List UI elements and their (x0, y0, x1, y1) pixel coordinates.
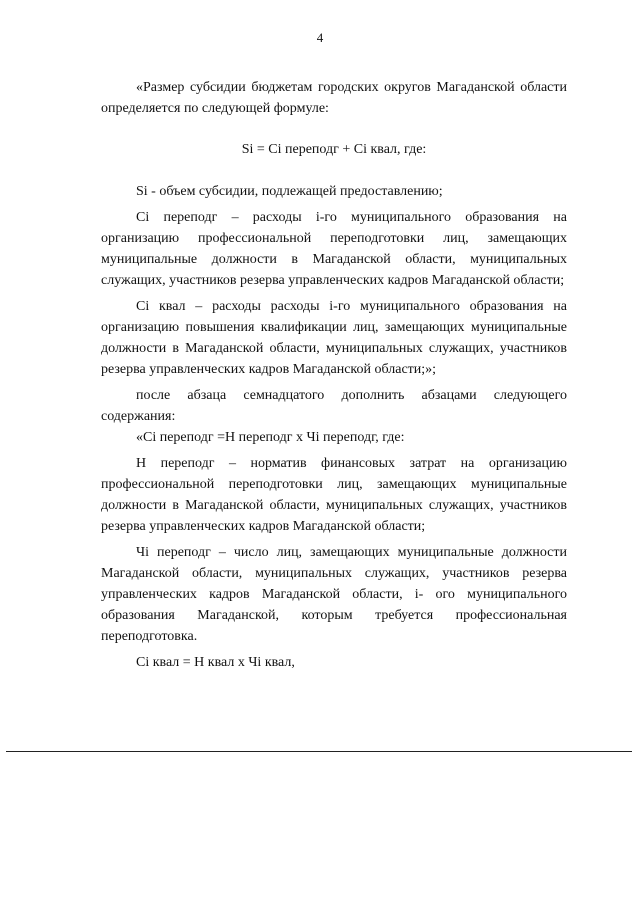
amendment-paragraph: после абзаца семнадцатого дополнить абзацами следующего содержания: (101, 388, 567, 424)
footer-divider (6, 751, 632, 752)
definition-n-pereposg: Н переподг – норматив финансовых затрат на организацию профессиональной переподготовки лиц, замещающих муниципальные должности в Магаданской области, муниципальных служащих, участников резерва управленческих кадров Магаданской области; (101, 456, 567, 534)
intro-paragraph: «Размер субсидии бюджетам городских округов Магаданской области определяется по следующей формуле: (101, 80, 567, 116)
formula-ci-kval: Ci квал = Н квал x Чi квал, (136, 655, 295, 670)
document-body (101, 77, 567, 673)
definition-si: Si - объем субсидии, подлежащей предоставлению; (136, 184, 443, 199)
definition-chi-pereposg: Чi переподг – число лиц, замещающих муниципальные должности Магаданской области, муниципальных служащих, участников резерва управленческих кадров Магаданской области, i- ого муниципального образования Магаданской, которым требуется профессиональная переподготовка. (101, 545, 567, 644)
formula-si: Si = Ci переподг + Ci квал, где: (241, 142, 427, 157)
definition-ci-pereposg: Ci переподг – расходы i-го муниципального образования на организацию профессиональной переподготовки лиц, замещающих муниципальные должности в Магаданской области, муниципальных служащих, участников резерва управленческих кадров Магаданской области; (101, 210, 567, 288)
formula-ci-pereposg: «Ci переподг =Н переподг x Чi переподг, где: (136, 430, 405, 445)
page-number: 4 (316, 30, 324, 45)
definition-ci-kval: Ci квал – расходы расходы i-го муниципального образования на организацию повышения квалификации лиц, замещающих муниципальные должности в Магаданской области, муниципальных служащих, участников резерва управленческих кадров Магаданской области;»; (101, 299, 567, 377)
